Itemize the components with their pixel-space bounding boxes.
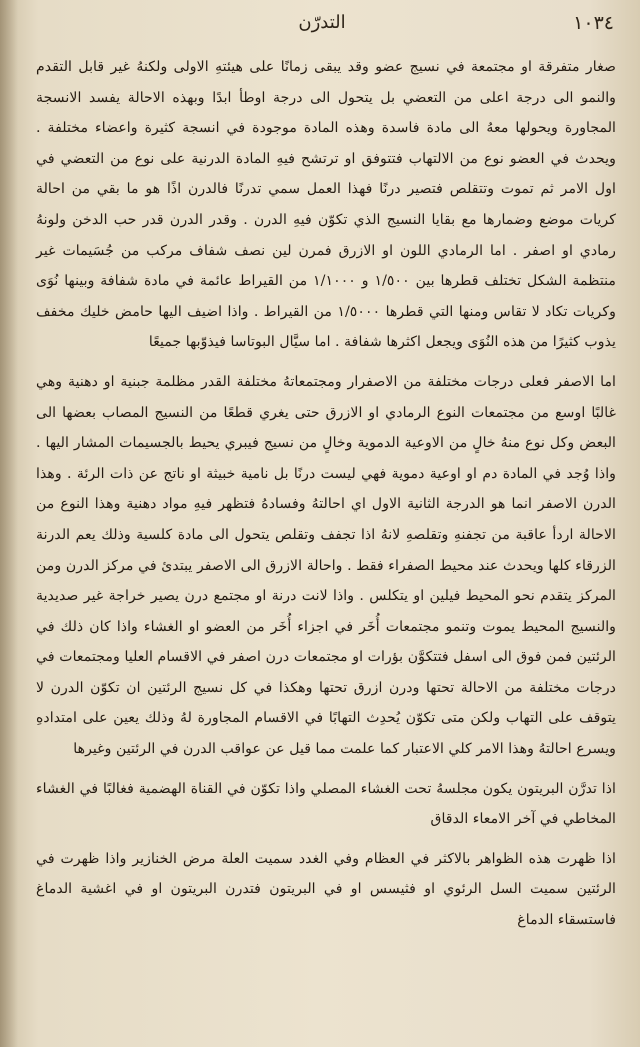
- page-header: [30, 8, 614, 48]
- paragraph-yellow-tubercle: اما الاصفر فعلى درجات مختلفة من الاصفرار ومجتمعاتهُ مختلفة القدر مظلمة جبنية او دهنية وهي غالبًا اوسع من مجتمعات النوع الرمادي او الازرق حتى يغري قطعًا من النسيج المصاب بعضها الى البعض وكل نوع منهُ خالٍ من الاوعية الدموية وخالٍ من نسيج فيبري يحيط بالجسيمات المشار اليها . واذا وُجد في المادة دم او اوعية دموية فهي ليست درنًا بل نامية خبيثة او ناتج عن ذات الرئة . وهذا الدرن الاصفر انما هو الدرجة الثانية الاول اي احالتهُ وفسادهُ فتظهر فيهِ مواد دهنية وهذا النوع من الاحالة اردأ عاقبة من تجفنهِ وتقلصهِ لانهُ اذا تجفف وتقلص يتحول الى مادة كلسية وذلك يعم الدرنة الزرقاء كلها ويحدث عند محيط الصفراء فقط . واحالة الازرق الى الاصفر يبتدئ في مركز الدرن ومن المركز يتقدم نحو المحيط فيلين او يتكلس . واذا لانت درنة او مجتمع درن يصير خراجة غير صديدية والنسيج المحيط يموت وتنمو مجتمعات أُخَر في اجزاء أُخَر من العضو او الغشاء واذا كان ذلك في الرئتين فمن فوق الى اسفل فتتكوَّن بؤرات او مجتمعات درن اصفر في الاقسام العليا ومجتمعات في درجات مختلفة من الاحالة تحتها ودرن ازرق تحتها وهكذا في كل نسيج الرئتين ان تكوّن الدرن لا يتوقف على التهاب ولكن متى تكوّن يُحدِث التهابًا في الاقسام المجاورة لهُ وذلك يعين على امتدادهِ ويسرع احالتهُ وهذا الامر كلي الاعتبار كما علمت مما قيل عن عواقب الدرن في الرئتين وغيرها: [36, 373, 616, 758]
- paragraph-peritoneum: اذا تدرَّن البريتون يكون مجلسهُ تحت الغشاء المصلي واذا تكوّن في القناة الهضمية فغالبًا في الغشاء المخاطي في آخر الامعاء الدقاق: [36, 780, 616, 828]
- binding-shadow: [0, 0, 18, 1047]
- paragraph-tuberculosis-definition: صغار متفرقة او مجتمعة في نسيج عضو وقد يبقى زمانًا على هيئتهِ الاولى ولكنهُ غير قابل التقدم والنمو الى درجة اعلى من التعضي بل يتحول الى درجة اوطأ ابدًا وبهذه الاحالة يفسد الانسجة المجاورة ويحولها معهُ الى مادة فاسدة وهذه المادة موجودة في انسجة كثيرة واعضاء مختلفة . ويحدث في العضو نوع من الالتهاب فتتوفق او ترتشح فيهِ المادة الدرنية على نوع من التعضي في اول الامر ثم تموت وتتقلص فتصير درنًا فهذا العمل سمي تدرنًا فالدرن اذًا هو ما بقي من احالة كريات موضع وضمارها مع بقايا النسيج الذي تكوّن فيهِ الدرن . وقدر الدرن قدر حب الدخن ولونهُ رمادي او اصفر . اما الرمادي اللون او الازرق فمرن لين نصف شفاف مركب من جُسَيمات غير منتظمة الشكل تختلف قطرها بين ١/٥٠٠ و ١/١٠٠٠ من القيراط عائمة في مادة شفافة وبينها نُوَى وكريات تكاد لا تقاس ومنها التي قطرها ١/٥٠٠٠ من القيراط . واذا اضيف اليها حامض خليك مخفف يذوب كثيرًا من هذه النُوَى ويجعل اكثرها شفافة . اما سيَّال البوتاسا فيذوّبها جميعًا: [36, 59, 616, 351]
- running-title: التدرّن: [298, 12, 346, 33]
- page-number: ١٠٣٤: [573, 12, 614, 34]
- body-text: [36, 52, 616, 936]
- paragraph-naming: اذا ظهرت هذه الظواهر بالاكثر في العظام وفي الغدد سميت العلة مرض الخنازير واذا ظهرت في الرئتين سميت السل الرئوي او فثيسس او في البريتون فتدرن البريتون او في اغشية الدماغ فاستسقاء الدماغ: [36, 850, 616, 929]
